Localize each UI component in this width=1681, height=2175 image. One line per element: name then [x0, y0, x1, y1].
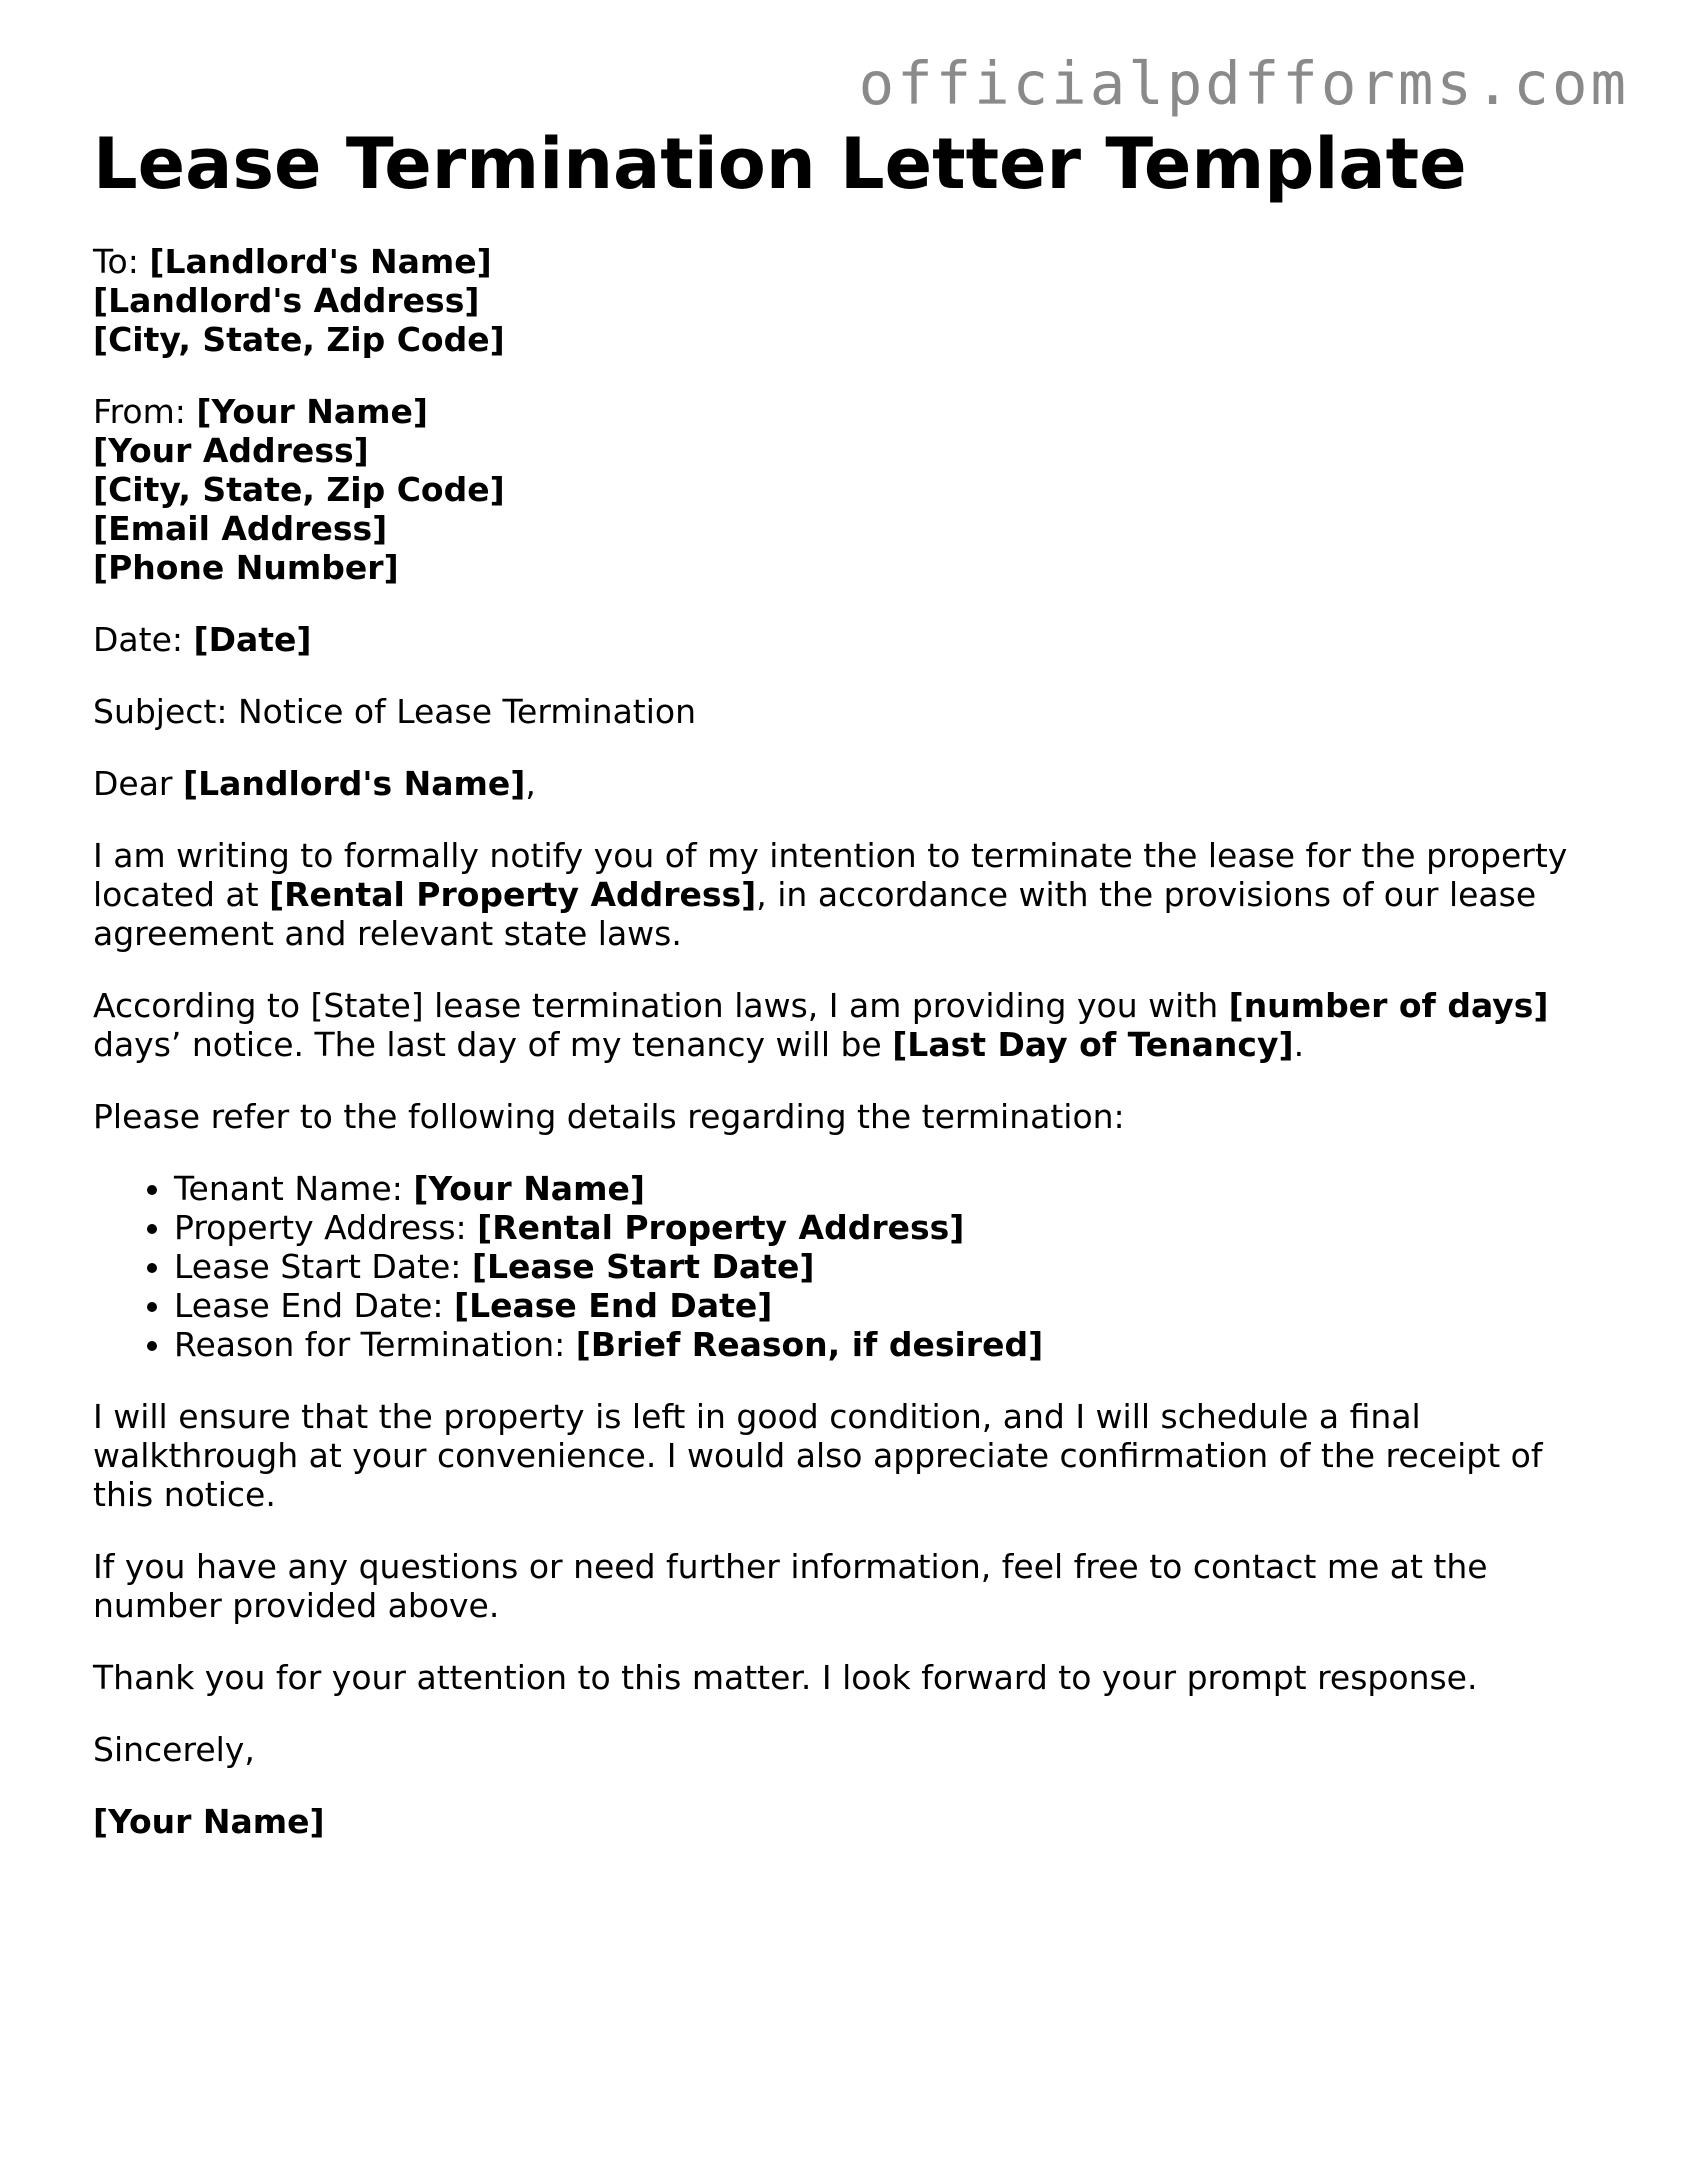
rental-address: [Rental Property Address]: [269, 875, 757, 914]
page-title: Lease Termination Letter Template: [93, 123, 1467, 205]
sender-address: [Your Address]: [93, 431, 369, 470]
list-item: [174, 1169, 1593, 1208]
notice-text-1: According to [State] lease termination laws, I am providing you with: [93, 986, 1229, 1025]
salutation: [93, 764, 1593, 803]
recipient-block: [93, 242, 1593, 359]
salutation-suffix: ,: [525, 764, 536, 803]
detail-label: Property Address:: [174, 1208, 478, 1247]
thanks-paragraph: Thank you for your attention to this matter. I look forward to your prompt response.: [93, 1658, 1478, 1697]
details-list: [93, 1169, 1593, 1364]
signature-name: [Your Name]: [93, 1802, 325, 1841]
detail-value: [Rental Property Address]: [477, 1208, 965, 1247]
intent-paragraph: [93, 836, 1593, 953]
intent-text-1: I am writing to formally notify you of my intention to terminate the lease for the property located at: [93, 836, 1568, 914]
subject-line: Subject: Notice of Lease Termination: [93, 692, 697, 731]
list-item: [174, 1247, 1593, 1286]
sender-block: [93, 392, 1593, 587]
last-day-of-tenancy: [Last Day of Tenancy]: [892, 1025, 1294, 1064]
questions-paragraph: If you have any questions or need further information, feel free to contact me at the number provided above.: [93, 1547, 1488, 1625]
sender-name: [Your Name]: [196, 392, 428, 431]
list-item: [174, 1208, 1593, 1247]
list-item: [174, 1286, 1593, 1325]
landlord-city: [City, State, Zip Code]: [93, 320, 505, 359]
landlord-name: [Landlord's Name]: [149, 242, 492, 281]
letter-page: [93, 122, 1593, 1841]
salutation-name: [Landlord's Name]: [183, 764, 526, 803]
sender-email: [Email Address]: [93, 509, 388, 548]
list-item: [174, 1325, 1593, 1364]
salutation-prefix: Dear: [93, 764, 183, 803]
watermark-text: officialpdfforms.com: [858, 49, 1629, 118]
notice-text-2: days’ notice. The last day of my tenancy will be: [93, 1025, 893, 1064]
from-label: From:: [93, 392, 197, 431]
detail-label: Lease End Date:: [174, 1286, 455, 1325]
closing: Sincerely,: [93, 1730, 255, 1769]
date-value: [Date]: [193, 620, 312, 659]
notice-days: [number of days]: [1228, 986, 1549, 1025]
detail-label: Lease Start Date:: [174, 1247, 472, 1286]
sender-phone: [Phone Number]: [93, 548, 399, 587]
sender-city: [City, State, Zip Code]: [93, 470, 505, 509]
notice-text-3: .: [1293, 1025, 1305, 1064]
to-label: To:: [93, 242, 150, 281]
detail-value: [Lease Start Date]: [471, 1247, 815, 1286]
landlord-address: [Landlord's Address]: [93, 281, 480, 320]
date-label: Date:: [93, 620, 194, 659]
date-line: [93, 620, 1593, 659]
detail-value: [Your Name]: [413, 1169, 645, 1208]
condition-paragraph: I will ensure that the property is left in good condition, and I will schedule a final walkthrough at your convenience. I would also appreciate confirmation of the receipt of this notice.: [93, 1397, 1543, 1514]
detail-value: [Brief Reason, if desired]: [575, 1325, 1044, 1364]
detail-value: [Lease End Date]: [454, 1286, 773, 1325]
details-intro: Please refer to the following details regarding the termination:: [93, 1097, 1125, 1136]
detail-label: Tenant Name:: [174, 1169, 414, 1208]
notice-paragraph: [93, 986, 1593, 1064]
intent-text-2: , in accordance with the provisions of our lease agreement and relevant state laws.: [93, 875, 1537, 953]
detail-label: Reason for Termination:: [174, 1325, 576, 1364]
